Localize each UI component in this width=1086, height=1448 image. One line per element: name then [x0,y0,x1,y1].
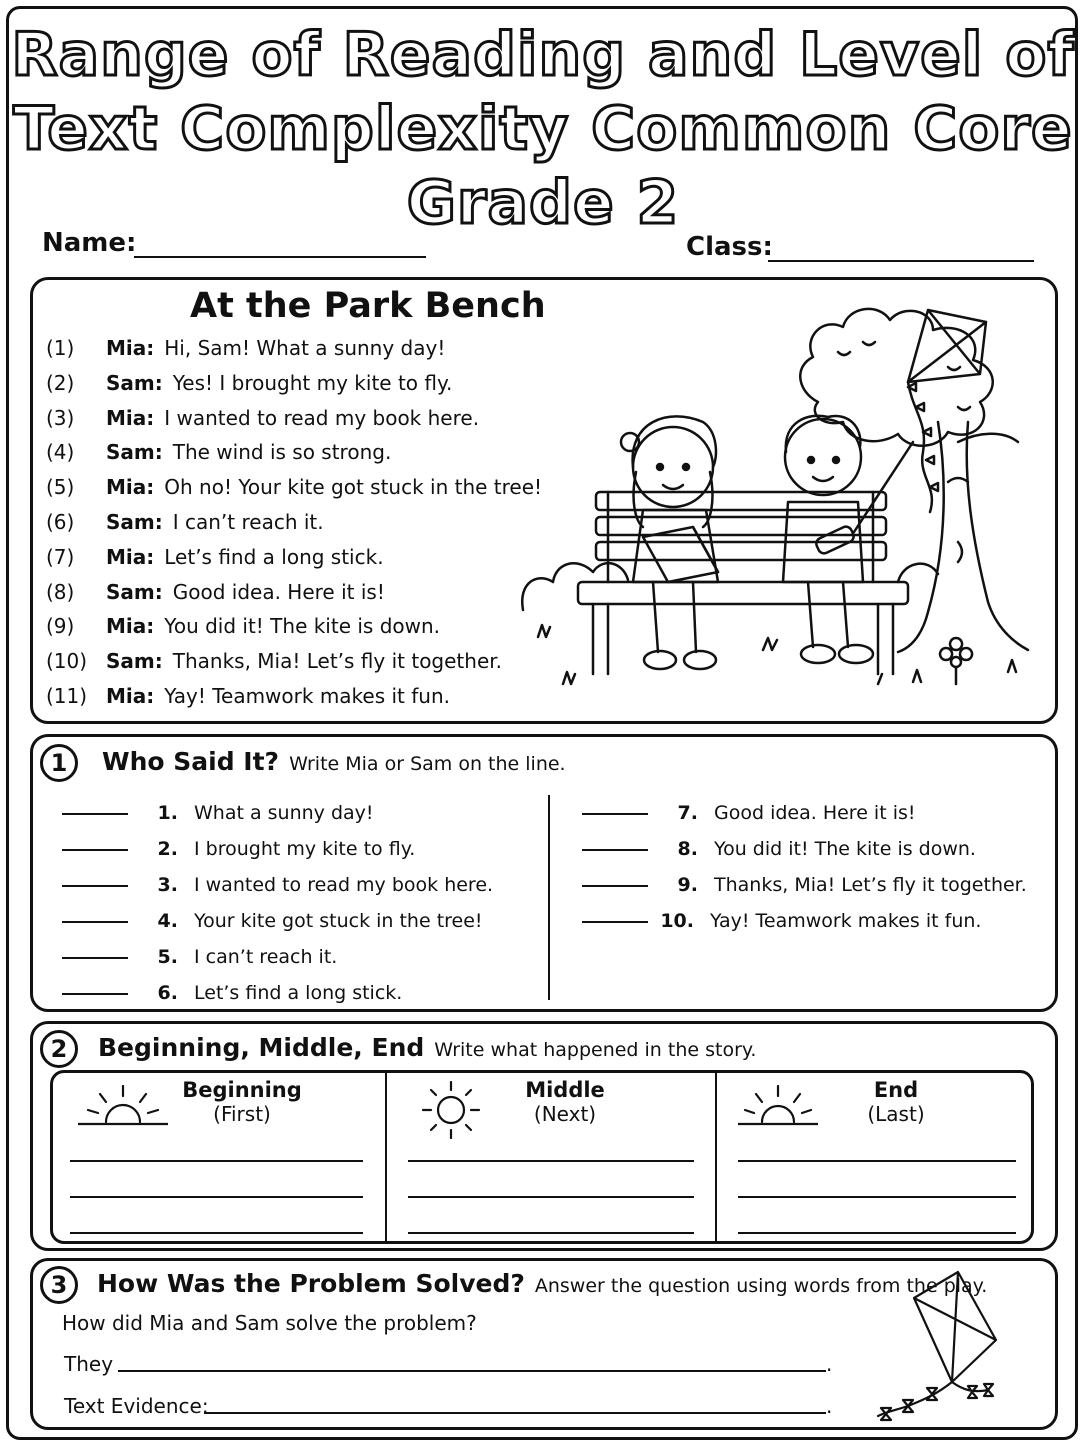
speaker-name: Mia: [106,684,155,708]
end-line-1[interactable] [738,1160,1016,1162]
dialogue-line [46,543,384,571]
section-3-instruction: Answer the question using words from the play. [534,1275,988,1297]
answer-blank[interactable] [582,921,648,923]
bme-middle-header [505,1078,625,1126]
bme-beginning-header [182,1078,302,1126]
middle-sub: (Next) [533,1102,597,1126]
beginning-sub: (First) [213,1102,271,1126]
dialogue-line [46,578,385,606]
speaker-name: Mia: [106,614,155,639]
line-number: (2) [46,370,75,395]
section-1-divider [548,795,550,1000]
dialogue-line [46,647,502,675]
line-text: Thanks, Mia! Let’s fly it together. [172,649,502,674]
question-item [62,944,337,970]
sunset-icon [738,1082,818,1130]
question-item [62,800,374,826]
beginning-title: Beginning [182,1078,302,1102]
question-text: What a sunny day! [194,802,374,824]
dialogue-line [46,404,479,432]
title-line-2: Text Complexity Common Core [13,94,1073,164]
middle-line-3[interactable] [408,1232,694,1234]
question-item [62,872,493,898]
title-line-3: Grade 2 [406,168,680,238]
class-field[interactable] [768,260,1034,262]
answer-blank[interactable] [62,921,128,923]
line-text: Hi, Sam! What a sunny day! [164,336,446,360]
speaker-name: Mia: [106,405,155,430]
question-text: I can’t reach it. [194,946,338,968]
line-number: (9) [46,614,75,639]
line-text: Yes! I brought my kite to fly. [172,370,453,395]
sunrise-icon [78,1082,168,1130]
tree-trunk [898,422,1028,652]
section-1-number: 1 [40,744,78,782]
question-number: 8. [677,838,698,860]
line-number: (7) [46,544,75,569]
section-2-title: Beginning, Middle, End [98,1033,425,1062]
question-number: 1. [157,802,178,824]
beginning-line-2[interactable] [70,1196,363,1198]
park-bench-illustration [518,282,1054,702]
grass-and-flower [538,625,1016,684]
evidence-label: Text Evidence: [64,1394,209,1418]
end-line-2[interactable] [738,1196,1016,1198]
question-number: 10. [660,910,694,932]
answer-blank[interactable] [582,849,648,851]
line-number: (6) [46,510,75,534]
bme-divider-1 [385,1072,387,1242]
class-label: Class: [686,232,773,262]
question-number: 4. [157,910,178,932]
evidence-answer-line[interactable] [204,1412,826,1414]
question-number: 3. [157,874,178,896]
answer-blank[interactable] [62,813,128,815]
line-text: Yay! Teamwork makes it fun. [164,684,451,708]
question-text: Yay! Teamwork makes it fun. [710,910,982,932]
question-text: You did it! The kite is down. [714,838,976,860]
dialogue-line [46,334,445,362]
sun-icon [420,1080,482,1140]
end-sub: (Last) [867,1102,925,1126]
section-3-number: 3 [40,1266,78,1304]
question-text: Your kite got stuck in the tree! [194,910,483,932]
section-1-title: Who Said It? [102,747,280,776]
section-3-heading [97,1269,987,1298]
line-number: (8) [46,579,75,604]
beginning-line-3[interactable] [70,1232,363,1234]
section-1-instruction: Write Mia or Sam on the line. [289,753,566,775]
answer-blank[interactable] [62,849,128,851]
speaker-name: Mia: [106,336,155,360]
they-period: . [826,1352,833,1376]
answer-blank[interactable] [582,813,648,815]
line-text: Oh no! Your kite got stuck in the tree! [164,475,543,500]
question-item [62,836,415,862]
answer-blank[interactable] [62,957,128,959]
bme-divider-2 [715,1072,717,1242]
dialogue-line [46,438,391,466]
dialogue-line [46,508,324,536]
dialogue-line [46,473,542,501]
name-label: Name: [42,228,137,258]
question-text: Thanks, Mia! Let’s fly it together. [714,874,1027,896]
speaker-name: Sam: [106,510,163,534]
line-text: You did it! The kite is down. [164,614,441,639]
question-number: 9. [677,874,698,896]
line-number: (5) [46,475,75,500]
dialogue-line [46,682,450,710]
line-number: (4) [46,440,75,465]
speaker-name: Sam: [106,440,163,465]
name-field[interactable] [134,256,426,258]
line-text: I wanted to read my book here. [164,405,480,430]
line-text: I can’t reach it. [172,510,324,534]
line-number: (11) [46,684,88,708]
they-label: They [64,1352,114,1376]
dialogue-line [46,369,452,397]
question-item [582,836,976,862]
question-item [62,908,483,934]
answer-blank[interactable] [62,993,128,995]
story-title: At the Park Bench [190,286,546,326]
middle-line-1[interactable] [408,1160,694,1162]
question-text: Good idea. Here it is! [714,802,916,824]
answer-blank[interactable] [62,885,128,887]
bme-end-header [836,1078,956,1126]
question-text: I brought my kite to fly. [194,838,416,860]
question-number: 5. [157,946,178,968]
question-item [582,872,1027,898]
speaker-name: Sam: [106,579,163,604]
speaker-name: Mia: [106,544,155,569]
question-text: I wanted to read my book here. [194,874,494,896]
evidence-period: . [826,1394,833,1418]
question-number: 2. [157,838,178,860]
line-text: The wind is so strong. [172,440,392,465]
question-number: 7. [677,802,698,824]
kite-icon [868,1268,1018,1424]
question-item [62,980,402,1006]
speaker-name: Sam: [106,370,163,395]
section-3-question: How did Mia and Sam solve the problem? [62,1311,477,1335]
end-line-3[interactable] [738,1232,1016,1234]
line-text: Let’s find a long stick. [164,544,384,569]
middle-title: Middle [525,1078,605,1102]
speaker-name: Sam: [106,649,163,674]
question-item [582,800,916,826]
section-2-instruction: Write what happened in the story. [434,1039,757,1061]
title-line-1: Range of Reading and Level of [11,20,1075,90]
section-1-heading [102,747,566,776]
tree-canopy [800,309,992,446]
middle-line-2[interactable] [408,1196,694,1198]
question-item [582,908,981,934]
they-answer-line[interactable] [118,1370,826,1372]
section-2-heading [98,1033,756,1062]
line-number: (1) [46,336,75,360]
question-number: 6. [157,982,178,1004]
beginning-line-1[interactable] [70,1160,363,1162]
answer-blank[interactable] [582,885,648,887]
line-number: (10) [46,649,88,674]
end-title: End [873,1078,919,1102]
section-3-title: How Was the Problem Solved? [97,1269,525,1298]
line-number: (3) [46,405,75,430]
line-text: Good idea. Here it is! [172,579,385,604]
section-2-number: 2 [40,1030,78,1068]
question-text: Let’s find a long stick. [194,982,403,1004]
speaker-name: Mia: [106,475,155,500]
dialogue-line [46,612,440,640]
